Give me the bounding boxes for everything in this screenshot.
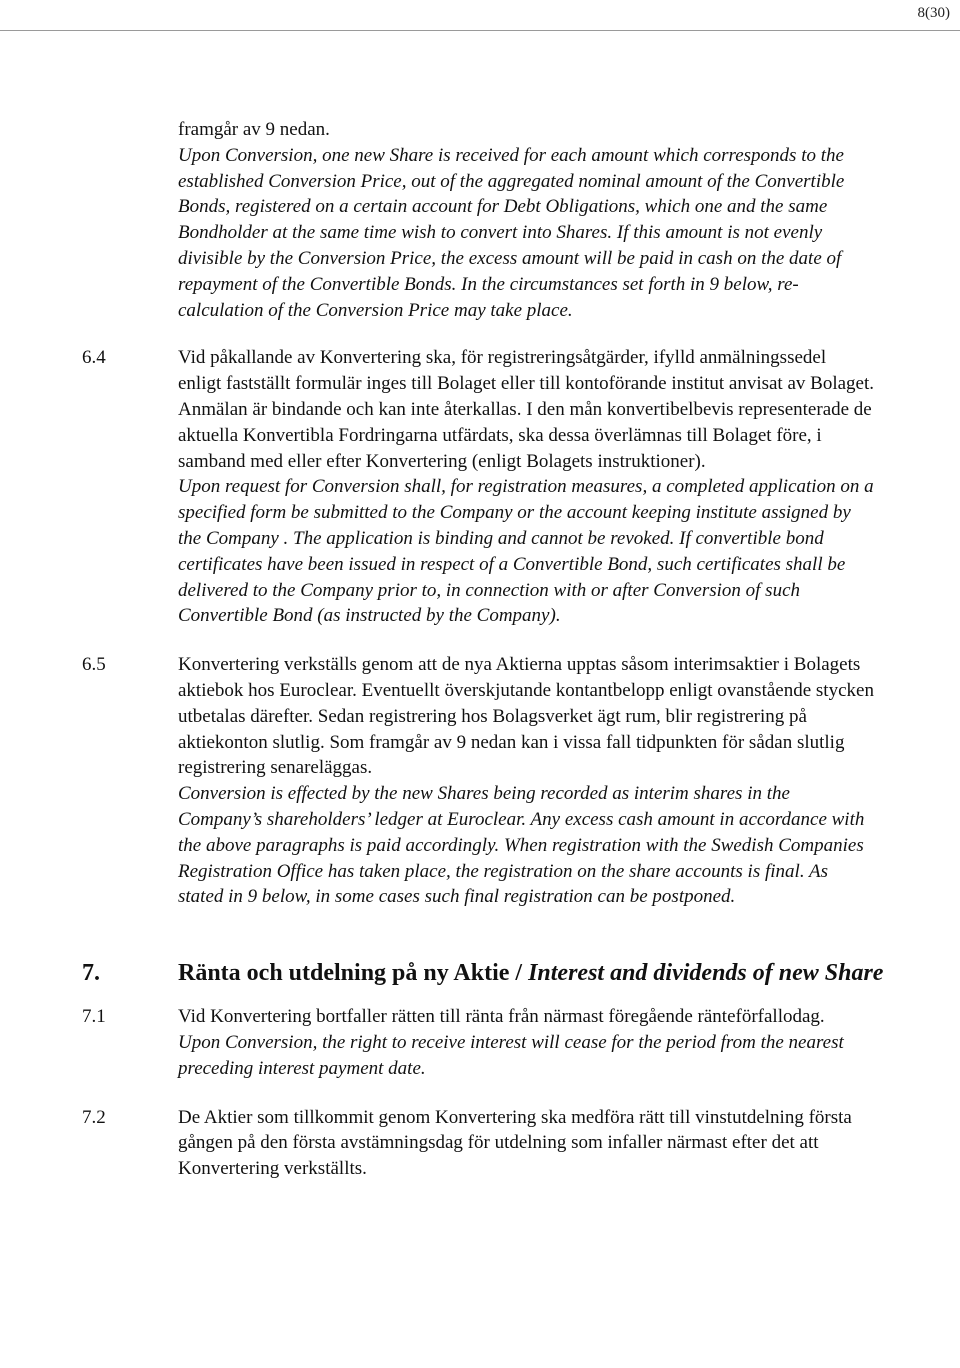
section-number: 7.: [82, 960, 100, 987]
section-7-1: [0, 1004, 874, 1081]
heading-swedish: Ränta och utdelning på ny Aktie /: [178, 960, 529, 987]
section-6-5: [0, 652, 874, 910]
paragraph-swedish: Vid Konvertering bortfaller rätten till ränta från närmast föregående ränteförfallodag.: [178, 1006, 825, 1028]
paragraph-english: Conversion is effected by the new Shares being recorded as interim shares in the Company’s shareholders’ ledger at Euroclear. Any excess cash amount in accordance with the above paragraphs is paid accordingly. When registration with the Swedish Companies Registration Office has taken place, the registration on the share accounts is final. As stated in 9 below, in some cases such final registration can be postponed.: [178, 783, 865, 908]
header-rule: [0, 30, 960, 31]
section-6-3-continuation: [0, 117, 874, 323]
paragraph-english: Upon request for Conversion shall, for registration measures, a completed application on a specified form be submitted to the Company or the account keeping institute assigned by the Company . The application is binding and cannot be revoked. If convertible bond certificates have been issued in respect of a Convertible Bond, such certificates shall be delivered to the Company prior to, in connection with or after Conversion of such Convertible Bond (as instructed by the Company).: [178, 476, 874, 627]
document-body: [0, 117, 960, 1182]
section-6-4: [0, 345, 874, 629]
section-number: 6.4: [82, 347, 106, 369]
section-number: 7.2: [82, 1106, 106, 1128]
section-number: 7.1: [82, 1006, 106, 1028]
paragraph-swedish: Konvertering verkställs genom att de nya Aktierna upptas såsom interimsaktier i Bolagets aktiebok hos Euroclear. Eventuellt överskjutande kontantbelopp enligt ovanstående stycken utbetalas därefter. Sedan registrering hos Bolagsverket ägt rum, blir registrering på aktiekonton slutlig. Som framgår av 9 nedan kan i vissa fall tidpunkten för sådan slutlig registrering senareläggas.: [178, 654, 874, 779]
page-number: 8(30): [917, 5, 950, 21]
paragraph-swedish: De Aktier som tillkommit genom Konvertering ska medföra rätt till vinstutdelning första gången på den första avstämningsdag för utdelning som infaller närmast efter det att Konvertering verkställts.: [178, 1106, 852, 1180]
section-7-2: [0, 1105, 874, 1182]
paragraph-english: Upon Conversion, the right to receive interest will cease for the period from the nearest preceding interest payment date.: [178, 1031, 844, 1079]
section-7-heading: [0, 958, 898, 989]
paragraph-english: Upon Conversion, one new Share is received for each amount which corresponds to the established Conversion Price, out of the aggregated nominal amount of the Convertible Bonds, registered on a certain account for Debt Obligations, which one and the same Bondholder at the same time wish to convert into Shares. If this amount is not evenly divisible by the Conversion Price, the excess amount will be paid in cash on the date of repayment of the Convertible Bonds. In the circumstances set forth in 9 below, re-calculation of the Conversion Price may take place.: [178, 144, 845, 321]
paragraph-swedish: framgår av 9 nedan.: [178, 119, 330, 140]
heading-english: Interest and dividends of new Share: [528, 960, 884, 987]
paragraph-swedish: Vid påkallande av Konvertering ska, för registreringsåtgärder, ifylld anmälningssedel enligt fastställt formulär inges till Bolaget eller till kontoförande institut anvisat av Bolaget. Anmälan är bindande och kan inte återkallas. I den mån konvertibelbevis representerade de aktuella Konvertibla Fordringarna utfärdats, ska dessa överlämnas till Bolaget före, i samband med eller efter Konvertering (enligt Bolagets instruktioner).: [178, 347, 874, 472]
section-number: 6.5: [82, 654, 106, 676]
